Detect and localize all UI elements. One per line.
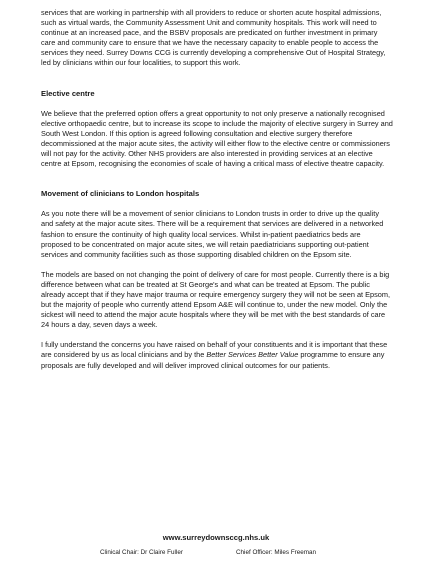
closing-text-end: programme to ensure any proposals are fully developed and will deliver improved clinical outcomes for our patients. xyxy=(41,350,385,370)
movement-of-clinicians-heading: Movement of clinicians to London hospitals xyxy=(41,189,200,199)
footer-website: www.surreydownsccg.nhs.uk xyxy=(162,533,270,542)
movement-paragraph-1: As you note there will be a movement of senior clinicians to London trusts in order to drive up the quality and safety at the major acute sites. There will be a requirement that services are delivered in a networked fashion to ensure the continuity of high quality local services. Whilst in-patient paediatrics beds are proposed to be concentrated on major acute sites, we will retain paediatricians supporting out-patient services and community facilities such as those supporting disabled children on the Epsom site. xyxy=(41,209,384,259)
letter-body xyxy=(41,8,393,371)
closing-text-start: I fully understand the concerns you have raised on behalf of your constituents and it is important that these are considered by us as local clinicians and by the xyxy=(41,340,388,360)
footer-clinical-chair: Clinical Chair: Dr Claire Fuller xyxy=(100,549,183,556)
closing-paragraph xyxy=(41,340,393,370)
movement-paragraph-2: The models are based on not changing the point of delivery of care for most people. Currently there is a big difference between what can be treated at St George's and what can be treated at Epsom. The public already accept that if they have major trauma or require emergency surgery they will not be seen at Epsom, but the majority of people who currently attend Epsom A&E will continue to, under the new model. Only the sickest will need to attend the major acute hospitals where they will be met with the best standards of care 24 hours a day, seven days a week. xyxy=(41,269,391,330)
elective-centre-paragraph: We believe that the preferred option offers a great opportunity to not only preserve a nationally recognised elective orthopaedic centre, but to increase its scope to include the majority of elective surgery in Surrey and South West London. If this option is agreed following consultation and elective surgery therefore decommissioned at the major acute sites, the activity will either flow to the elective centre or commissioners will not pay for the activity. Other NHS providers are also interested in providing services at an elective centre at Epsom, recognising the economies of scale of having a critical mass of elective theatre capacity. xyxy=(41,108,393,169)
footer-chief-officer: Chief Officer: Miles Freeman xyxy=(236,549,317,556)
intro-paragraph: services that are working in partnership with all providers to reduce or shorten acute hospital admissions, such as virtual wards, the Community Assessment Unit and community hospitals. This work will need to continue at an increased pace, and the BSBV proposals are predicated on further investment in primary care and community care to ensure that we have the necessary capacity to enable people to access the services they need. Surrey Downs CCG is currently developing a comprehensive Out of Hospital Strategy, led by clinicians within our four localities, to support this work. xyxy=(41,8,386,68)
programme-name: Better Services Better Value xyxy=(206,350,299,360)
elective-centre-heading: Elective centre xyxy=(41,88,95,98)
